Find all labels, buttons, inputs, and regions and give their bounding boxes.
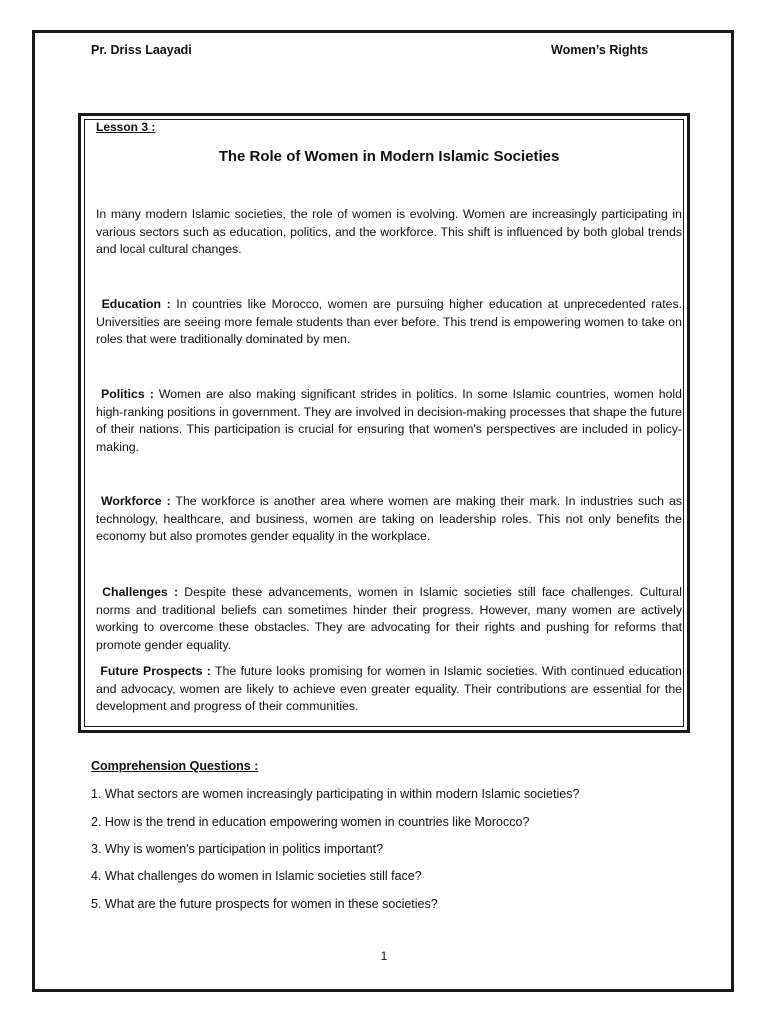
question-item: 1. What sectors are women increasingly participating in within modern Islamic societies? (91, 787, 580, 801)
question-item: 5. What are the future prospects for women in these societies? (91, 897, 438, 911)
politics-term: Politics : (101, 387, 154, 401)
header-author: Pr. Driss Laayadi (91, 43, 192, 57)
politics-text: Women are also making significant strides in politics. In some Islamic countries, women hold high-ranking positions in government. They are involved in decision-making processes that shape the future of their nations. This participation is crucial for ensuring that women's perspectives are included in policy-making. (96, 387, 683, 454)
future-prospects-term: Future Prospects : (100, 664, 211, 678)
page-number: 1 (380, 949, 388, 963)
lesson-label: Lesson 3 : (96, 120, 156, 134)
workforce-paragraph (96, 493, 682, 546)
workforce-term: Workforce : (101, 494, 171, 508)
education-term: Education : (101, 297, 171, 311)
future-prospects-paragraph (96, 663, 682, 716)
intro-paragraph: In many modern Islamic societies, the role of women is evolving. Women are increasingly participating in various sectors such as education, politics, and the workforce. This shift is influenced by both global trends and local cultural changes. (96, 207, 682, 256)
question-item: 2. How is the trend in education empowering women in countries like Morocco? (91, 815, 530, 829)
challenges-term: Challenges : (102, 585, 179, 599)
education-text: In countries like Morocco, women are pursuing higher education at unprecedented rates. Universities are seeing more female students than ever before. This trend is empowering women to take on roles that were traditionally dominated by men. (96, 297, 683, 346)
workforce-text: The workforce is another area where women are making their mark. In industries such as technology, healthcare, and business, women are taking on leadership roles. This not only benefits the economy but also promotes gender equality in the workplace. (96, 494, 682, 543)
future-prospects-text: The future looks promising for women in Islamic societies. With continued education and advocacy, women are likely to achieve even greater equality. Their contributions are essential for the development and progress of their communities. (96, 664, 682, 713)
question-item: 4. What challenges do women in Islamic societies still face? (91, 869, 422, 883)
challenges-paragraph (96, 584, 682, 654)
politics-paragraph (96, 386, 682, 456)
challenges-text: Despite these advancements, women in Islamic societies still face challenges. Cultural norms and traditional beliefs can sometimes hinder their progress. However, many women are actively working to overcome these obstacles. They are advocating for their rights and pushing for reforms that promote gender equality. (96, 585, 682, 652)
question-item: 3. Why is women's participation in politics important? (91, 842, 384, 856)
comprehension-questions-title: Comprehension Questions : (91, 759, 259, 773)
lesson-title: The Role of Women in Modern Islamic Societies (218, 148, 560, 165)
header-subject: Women’s Rights (551, 43, 649, 57)
education-paragraph (96, 296, 682, 349)
